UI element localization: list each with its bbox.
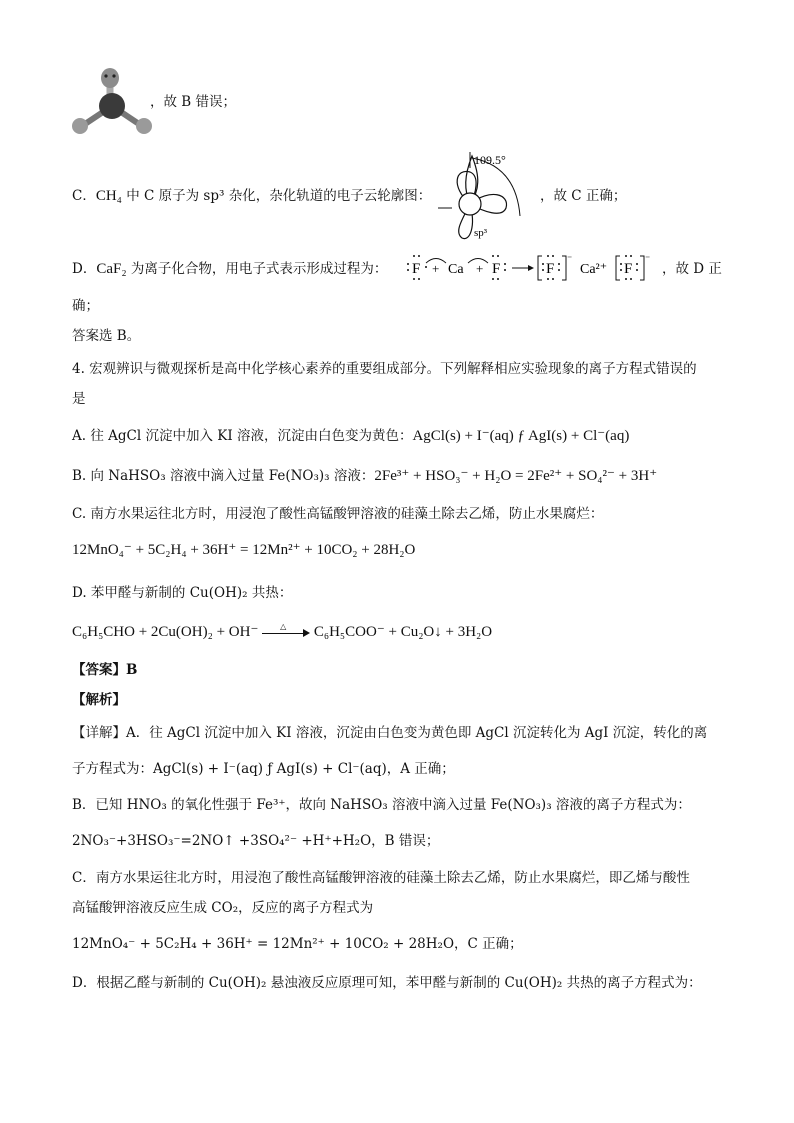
option-d-q-text: D. 苯甲醛与新制的 Cu(OH)₂ 共热： [72, 585, 293, 601]
previous-answer: 答案选 B。 [72, 328, 141, 344]
option-d-text: 为离子化合物，用电子式表示形成过程为： [126, 261, 388, 277]
detail-d-line-1: D．根据乙醛与新制的 Cu(OH)₂ 悬浊液反应原理可知，苯甲醛与新制的 Cu(OH)₂ 共热的离子方程式为： [72, 975, 702, 991]
option-d-prefix: D． [72, 261, 97, 277]
lewis-f-right: F [492, 261, 501, 277]
question-4-option-c: C. 南方水果运往北方时，用浸泡了酸性高锰酸钾溶液的硅藻土除去乙烯，防止水果腐烂： [72, 506, 604, 522]
heating-arrow [262, 621, 310, 640]
sp3-orbital-figure [436, 146, 546, 246]
question-4-stem-line-1: 4. 宏观辨识与微观探析是高中化学核心素养的重要组成部分。下列解释相应实验现象的离子方程式错误的 [72, 361, 697, 377]
option-c-prefix: C． [72, 188, 96, 204]
sp3-label: sp³ [474, 227, 488, 239]
lewis-ca-ion: Ca²⁺ [580, 262, 608, 277]
caf2-formula: CaF₂ [96, 261, 127, 277]
option-d-equation-right: C₆H₅COO⁻ + Cu₂O↓ + 3H₂O [313, 624, 493, 640]
option-d-equation [72, 622, 492, 642]
option-c-conclusion: ，故 C 正确； [540, 188, 627, 204]
lewis-f-ion-right: F [624, 261, 633, 277]
heat-symbol: △ [280, 621, 287, 631]
lewis-plus-1: + [432, 261, 440, 276]
question-4-option-b [72, 466, 657, 486]
ch4-formula: CH₄ [95, 188, 122, 204]
option-c-equation: 12MnO₄⁻ + 5C₂H₄ + 36H⁺ = 12Mn²⁺ + 10CO₂ + 28H₂O [72, 542, 416, 558]
lewis-plus-2: + [476, 261, 484, 276]
option-d-line [72, 259, 387, 279]
lewis-formation-figure [404, 252, 674, 284]
question-4-option-a [72, 426, 629, 446]
detail-b-line-2: 2NO₃⁻+3HSO₃⁻=2NO↑ +3SO₄²⁻ +H⁺+H₂O，B 错误； [72, 833, 440, 849]
analysis-label: 【解析】 [72, 692, 126, 708]
detail-a-line-2: 子方程式为：AgCl(s) + I⁻(aq) ƒ AgI(s) + Cl⁻(aq)，A 正确； [72, 761, 455, 777]
ball-stick-molecule-figure [70, 66, 160, 138]
option-a-text: A. 往 AgCl 沉淀中加入 KI 溶液，沉淀由白色变为黄色： [72, 428, 413, 444]
detail-c-line-3: 12MnO₄⁻ + 5C₂H₄ + 36H⁺ = 12Mn²⁺ + 10CO₂ + 28H₂O，C 正确； [72, 936, 523, 952]
option-b-conclusion: ，故 B 错误； [150, 94, 237, 110]
option-b-equation: 2Fe³⁺ + HSO₃⁻ + H₂O = 2Fe²⁺ + SO₄²⁻ + 3H⁺ [374, 468, 658, 484]
detail-b-line-1: B．已知 HNO₃ 的氧化性强于 Fe³⁺，故向 NaHSO₃ 溶液中滴入过量 Fe(NO₃)₃ 溶液的离子方程式为： [72, 797, 691, 813]
option-d-conclusion: ，故 D 正 [662, 261, 722, 277]
answer-label: 【答案】B [72, 662, 138, 678]
detail-c-line-2: 高锰酸钾溶液反应生成 CO₂，反应的离子方程式为 [72, 900, 374, 916]
question-4-stem-line-2: 是 [72, 391, 86, 407]
detail-a-line-1: 【详解】A．往 AgCl 沉淀中加入 KI 溶液，沉淀由白色变为黄色即 AgCl 沉淀转化为 AgI 沉淀，转化的离 [72, 725, 708, 741]
detail-c-line-1: C．南方水果运往北方时，用浸泡了酸性高锰酸钾溶液的硅藻土除去乙烯，防止水果腐烂，即乙烯与酸性 [72, 870, 690, 886]
lewis-f-left: F [412, 261, 421, 277]
lewis-ca: Ca [448, 262, 464, 277]
lewis-minus-left: ⁻ [567, 254, 573, 265]
angle-label: 109.5° [474, 153, 506, 167]
option-d-continuation: 确； [72, 298, 99, 314]
question-4-option-d [72, 583, 292, 603]
option-b-text: B. 向 NaHSO₃ 溶液中滴入过量 Fe(NO₃)₃ 溶液： [72, 468, 375, 484]
option-a-equation: AgCl(s) + I⁻(aq) ƒ AgI(s) + Cl⁻(aq) [412, 428, 630, 444]
lewis-f-ion-left: F [546, 261, 555, 277]
option-d-equation-left: C₆H₅CHO + 2Cu(OH)₂ + OH⁻ [72, 624, 259, 640]
option-c-text: 中 C 原子为 sp³ 杂化，杂化轨道的电子云轮廓图： [121, 188, 432, 204]
option-c-line [72, 186, 431, 206]
lewis-minus-right: ⁻ [645, 254, 651, 265]
